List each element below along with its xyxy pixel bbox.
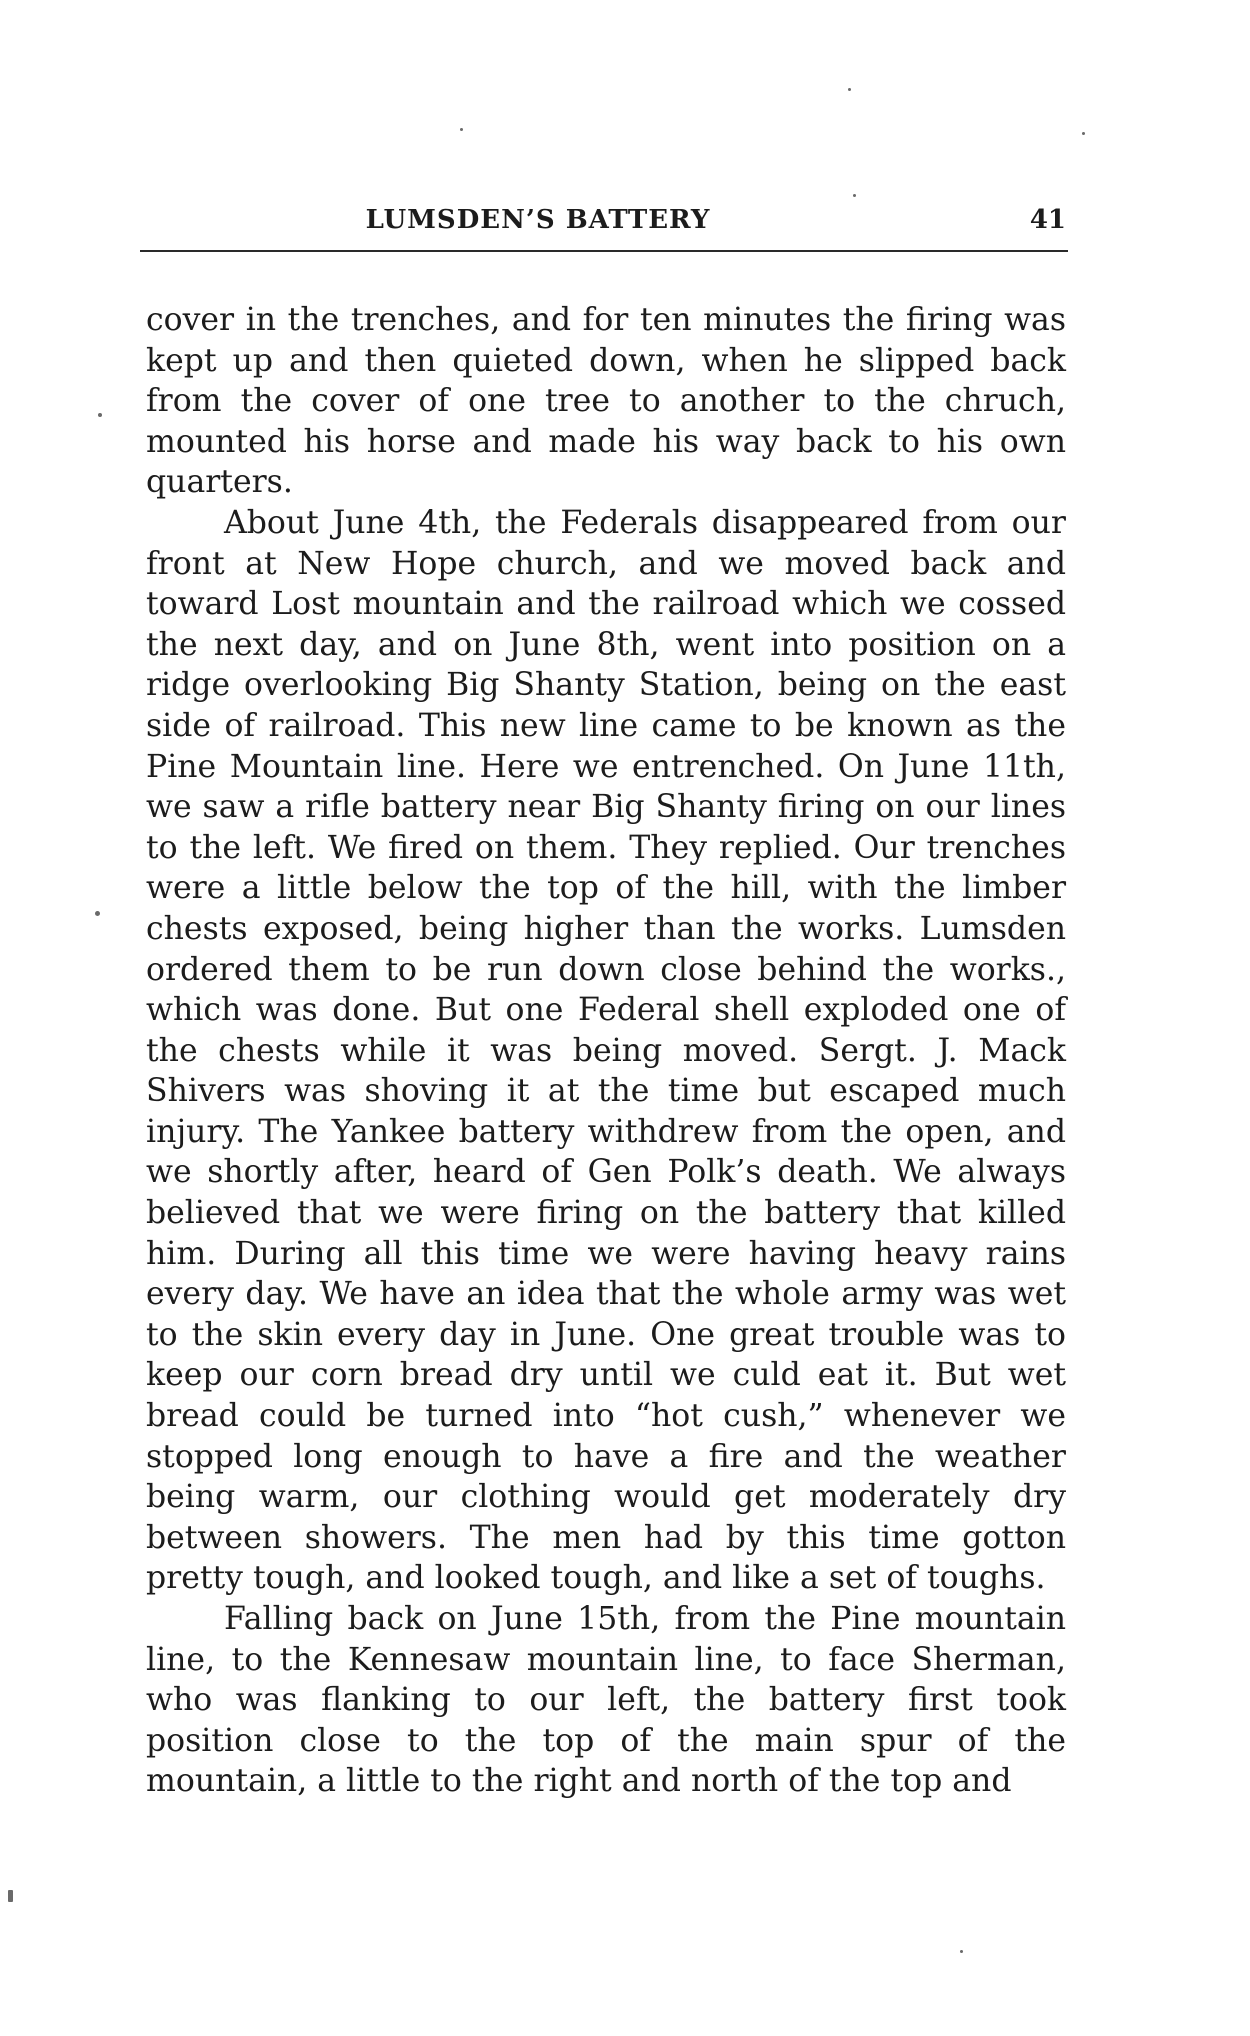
body-text <box>146 300 1066 1802</box>
paragraph-june-15th: Falling back on June 15th, from the Pine mountain line, to the Kennesaw mountain line, to face Sherman, who was flanking to our left, the battery first took position close to the top of the main spur of the mountain, a little to the right and north of the top and <box>146 1601 1066 1800</box>
paragraph-june-4th: About June 4th, the Federals disappeared from our front at New Hope church, and we moved back and toward Lost mountain and the railroad which we cossed the next day, and on June 8th, went into position on a ridge overlooking Big Shanty Station, being on the east side of railroad. This new line came to be known as the Pine Mountain line. Here we entrenched. On June 11th, we saw a rifle battery near Big Shanty firing on our lines to the left. We fired on them. They replied. Our trenches were a little below the top of the hill, with the limber chests exposed, being higher than the works. Lumsden ordered them to be run down close behind the works., which was done. But one Federal shell exploded one of the chests while it was being moved. Sergt. J. Mack Shivers was shoving it at the time but escaped much injury. The Yankee battery withdrew from the open, and we shortly after, heard of Gen Polk’s death. We always believed that we were firing on the battery that killed him. During all this time we were having heavy rains every day. We have an idea that the whole army was wet to the skin every day in June. One great trouble was to keep our corn bread dry until we culd eat it. But wet bread could be turned into “hot cush,” whenever we stopped long enough to have a fire and the weather being warm, our clothing would get moderately dry between showers. The men had by this time gotton pretty tough, and looked tough, and like a set of toughs. <box>146 504 1066 1597</box>
scan-speck <box>848 88 851 91</box>
scan-speck <box>853 194 856 197</box>
page-number: 41 <box>1029 205 1066 235</box>
paragraph-continuation: cover in the trenches, and for ten minutes the firing was kept up and then quieted down, when he slipped back from the cover of one tree to another to the chruch, mounted his horse and made his way back to his own quarters. <box>146 302 1066 501</box>
scan-speck <box>95 911 100 916</box>
scan-speck <box>960 1950 963 1953</box>
scan-speck <box>460 128 463 131</box>
scan-speck <box>1082 132 1085 135</box>
header-rule <box>140 250 1068 252</box>
scan-speck <box>98 413 102 417</box>
scan-speck <box>8 1890 13 1902</box>
running-title: LUMSDEN’S BATTERY <box>365 205 711 235</box>
page-header <box>146 200 1066 248</box>
